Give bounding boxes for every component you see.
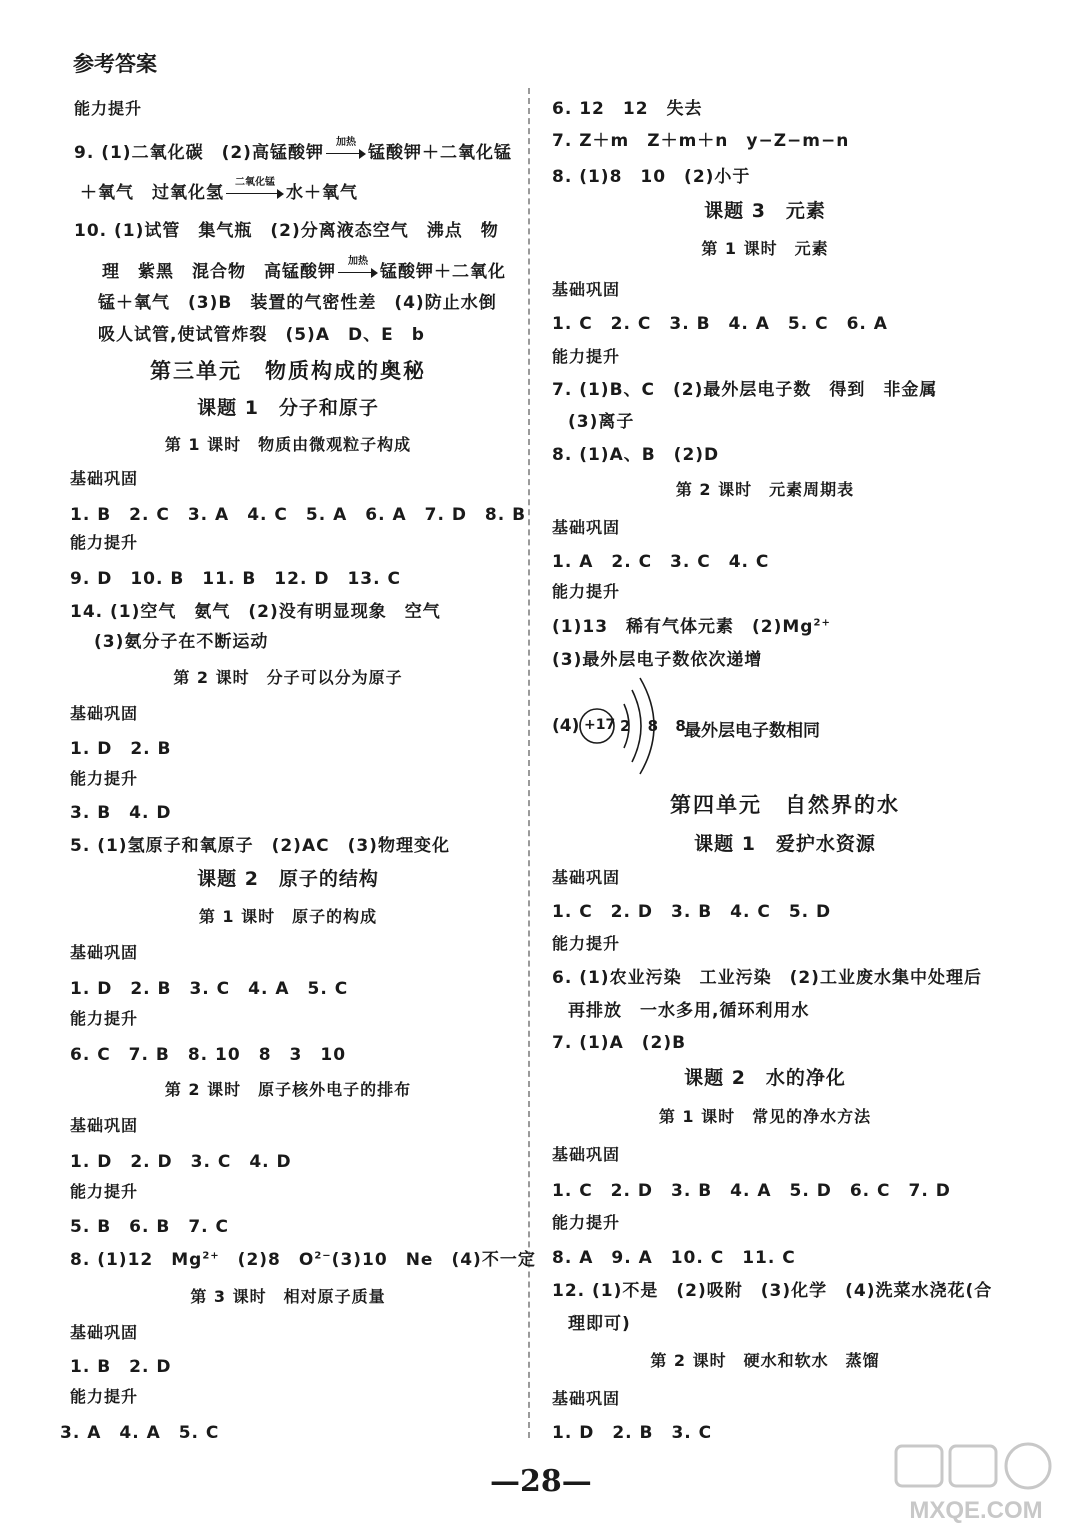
section-label: 能力提升 (552, 934, 621, 953)
electron-shells: 2 8 8 (620, 717, 692, 735)
section-label: 基础巩固 (70, 1116, 139, 1135)
lesson-title: 第 1 课时 物质由微观粒子构成 (164, 435, 412, 454)
unit-title: 第四单元 自然界的水 (670, 793, 900, 817)
section-label: 能力提升 (70, 1182, 139, 1201)
nucleus-charge: +17 (584, 717, 616, 733)
answer-line: 锰＋氧气 (3)B 装置的气密性差 (4)防止水倒 (98, 293, 497, 313)
answer-line (74, 138, 512, 163)
answer-line: (3)氨分子在不断运动 (94, 632, 269, 652)
page-number: —28— (490, 1464, 592, 1499)
answer-line: 9. D 10. B 11. B 12. D 13. C (70, 569, 401, 589)
answer-text: 8. (1)12 Mg (70, 1250, 203, 1270)
answer-text: (1)13 稀有气体元素 (2)Mg (552, 617, 814, 637)
ion-charge: 2− (314, 1250, 332, 1262)
ion-charge: 2+ (813, 617, 831, 629)
reaction-condition: 加热 (348, 256, 368, 267)
section-label: 能力提升 (552, 347, 621, 366)
answer-line: 7. (1)A (2)B (552, 1033, 687, 1053)
answer-line: 12. (1)不是 (2)吸附 (3)化学 (4)洗菜水浇花(合 (552, 1281, 993, 1301)
section-label: 能力提升 (70, 1009, 139, 1028)
answer-line: 1. C 2. D 3. B 4. C 5. D (552, 902, 832, 922)
answer-line: 14. (1)空气 氨气 (2)没有明显现象 空气 (70, 602, 441, 622)
topic-title: 课题 2 水的净化 (684, 1067, 846, 1089)
section-label: 基础巩固 (552, 1145, 621, 1164)
watermark-text: MXQE.COM (909, 1497, 1043, 1524)
reaction-condition: 加热 (335, 137, 356, 148)
answer-line (552, 612, 831, 637)
answer-text: 最外层电子数相同 (684, 721, 820, 741)
lesson-title: 第 2 课时 元素周期表 (675, 480, 855, 499)
unit-title: 第三单元 物质构成的奥秘 (150, 359, 426, 383)
answer-text: 锰酸钾＋二氧化 (380, 262, 506, 282)
section-label: 能力提升 (552, 582, 621, 601)
answer-text: ＋氧气 过氧化氢 (80, 183, 224, 203)
answer-line: 1. C 2. C 3. B 4. A 5. C 6. A (552, 314, 888, 334)
section-label: 能力提升 (70, 1387, 139, 1406)
topic-title: 课题 1 爱护水资源 (694, 833, 876, 855)
answer-line (80, 178, 358, 203)
answer-line: 8. (1)A、B (2)D (552, 445, 720, 465)
section-label: 基础巩固 (70, 1323, 139, 1342)
lesson-title: 第 2 课时 原子核外电子的排布 (164, 1080, 412, 1099)
answer-line (70, 1245, 536, 1270)
watermark-logo (886, 1440, 1066, 1530)
lesson-title: 第 3 课时 相对原子质量 (190, 1287, 386, 1306)
answer-text: 理 紫黑 混合物 高锰酸钾 (102, 262, 336, 282)
reaction-condition: 二氧化锰 (235, 177, 275, 188)
section-label: 基础巩固 (70, 943, 139, 962)
answer-line: 1. B 2. D (70, 1357, 172, 1377)
reaction-arrow (326, 137, 366, 159)
answer-text: 9. (1)二氧化碳 (2)高锰酸钾 (74, 143, 324, 163)
answer-text: (3)10 Ne (4)不一定 (331, 1250, 536, 1270)
answer-line: 6. (1)农业污染 工业污染 (2)工业废水集中处理后 (552, 968, 982, 988)
answer-line: 1. B 2. C 3. A 4. C 5. A 6. A 7. D 8. B (70, 505, 527, 525)
atom-structure-diagram (550, 676, 850, 786)
answer-line: 1. D 2. B 3. C 4. A 5. C (70, 979, 349, 999)
column-divider (528, 88, 530, 1438)
topic-title: 课题 1 分子和原子 (197, 397, 379, 419)
lesson-title: 第 1 课时 原子的构成 (198, 907, 378, 926)
answer-line: 6. C 7. B 8. 10 8 3 10 (70, 1045, 347, 1065)
section-label: 能力提升 (70, 533, 139, 552)
section-label: 基础巩固 (552, 868, 621, 887)
section-label: 能力提升 (74, 99, 143, 118)
answer-line: 1. D 2. D 3. C 4. D (70, 1152, 292, 1172)
answer-line (102, 257, 506, 282)
answer-line: 再排放 一水多用,循环利用水 (568, 1001, 810, 1021)
answer-line: 7. (1)B、C (2)最外层电子数 得到 非金属 (552, 380, 938, 400)
page-header: 参考答案 (73, 52, 157, 76)
answer-line: 5. B 6. B 7. C (70, 1217, 230, 1237)
answer-line: 8. A 9. A 10. C 11. C (552, 1248, 796, 1268)
answer-line: (3)离子 (568, 412, 635, 432)
answer-text: 水＋氧气 (286, 183, 358, 203)
answer-line: 3. A 4. A 5. C (60, 1423, 220, 1443)
section-label: 基础巩固 (552, 1389, 621, 1408)
answer-line: 10. (1)试管 集气瓶 (2)分离液态空气 沸点 物 (74, 221, 499, 241)
answer-text: 锰酸钾＋二氧化锰 (367, 143, 512, 163)
section-label: 能力提升 (70, 769, 139, 788)
answer-line: 1. D 2. B (70, 739, 172, 759)
section-label: 基础巩固 (70, 704, 139, 723)
ion-charge: 2+ (202, 1250, 220, 1262)
lesson-title: 第 2 课时 硬水和软水 蒸馏 (650, 1351, 880, 1370)
section-label: 能力提升 (552, 1213, 621, 1232)
answer-text: (2)8 O (219, 1250, 315, 1270)
lesson-title: 第 2 课时 分子可以分为原子 (173, 668, 403, 687)
answer-line: 吸人试管,使试管炸裂 (5)A D、E b (98, 325, 425, 345)
lesson-title: 第 1 课时 常见的净水方法 (658, 1107, 872, 1126)
answer-line: 1. D 2. B 3. C (552, 1423, 713, 1443)
reaction-arrow (338, 256, 378, 278)
answer-line: 5. (1)氢原子和氧原子 (2)AC (3)物理变化 (70, 836, 450, 856)
answer-line: 7. Z＋m Z＋m＋n y−Z−m−n (552, 131, 850, 151)
section-label: 基础巩固 (70, 469, 139, 488)
reaction-arrow (226, 177, 284, 199)
answer-line: 1. C 2. D 3. B 4. A 5. D 6. C 7. D (552, 1181, 951, 1201)
answer-line: 3. B 4. D (70, 803, 172, 823)
lesson-title: 第 1 课时 元素 (701, 239, 829, 258)
answer-text: (4) (552, 716, 580, 736)
answer-line: 6. 12 12 失去 (552, 99, 703, 119)
topic-title: 课题 2 原子的结构 (197, 868, 379, 890)
answer-line: 1. A 2. C 3. C 4. C (552, 552, 770, 572)
section-label: 基础巩固 (552, 518, 621, 537)
answer-line: (3)最外层电子数依次递增 (552, 650, 763, 670)
answer-line: 理即可) (568, 1314, 631, 1334)
section-label: 基础巩固 (552, 280, 621, 299)
answer-line: 8. (1)8 10 (2)小于 (552, 167, 751, 187)
topic-title: 课题 3 元素 (704, 200, 826, 222)
